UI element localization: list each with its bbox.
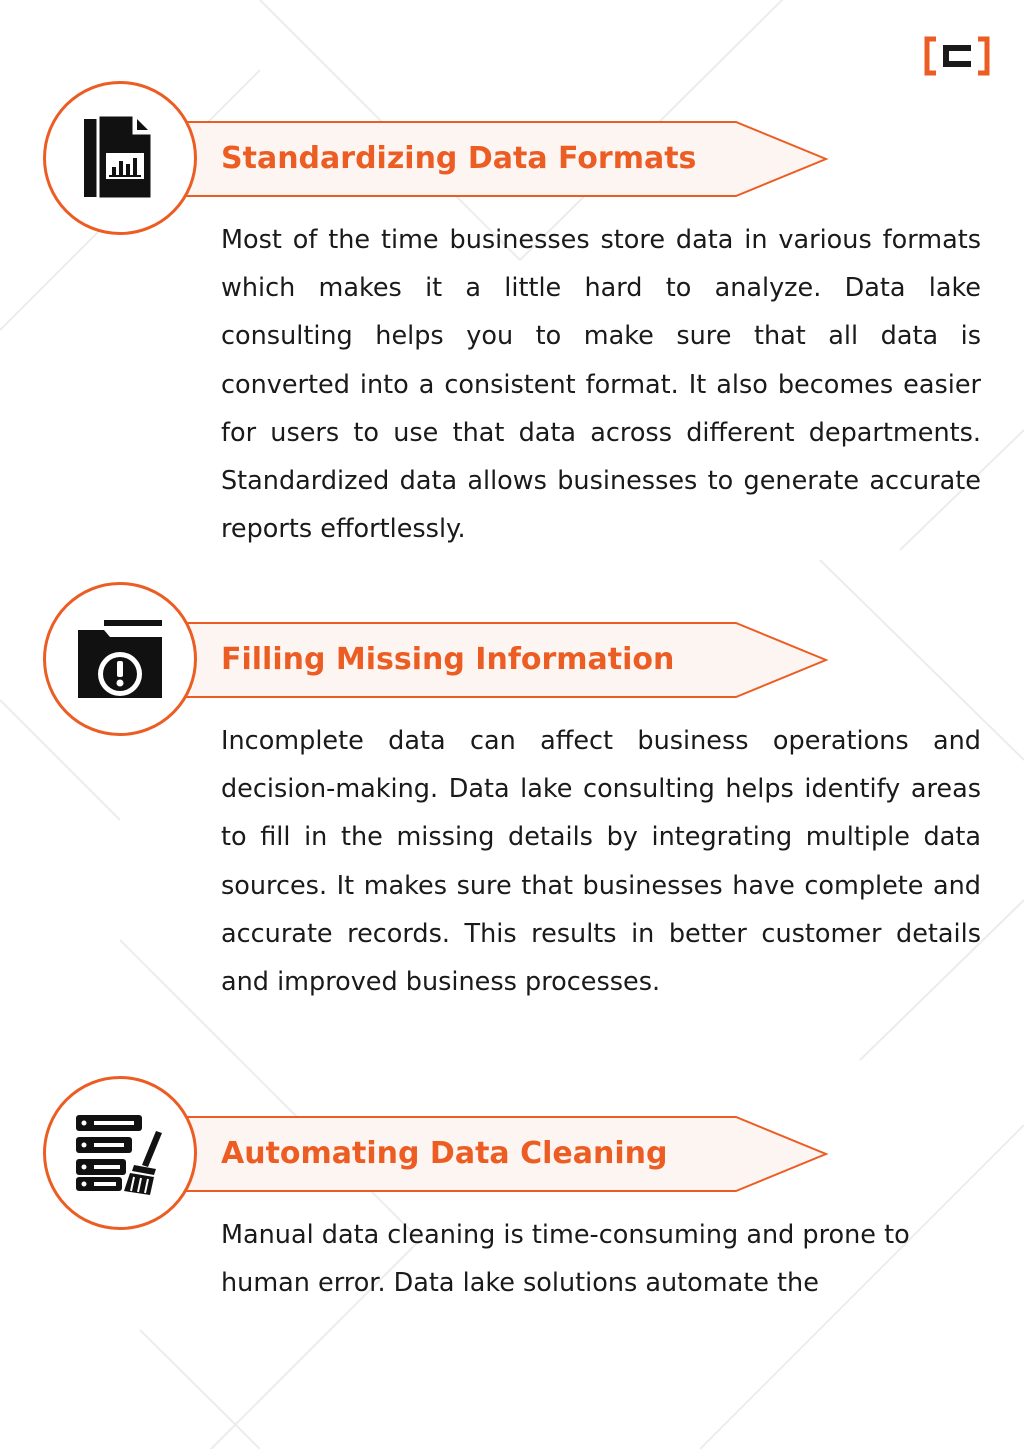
section-body: Incomplete data can affect business operations and decision-making. Data lake consulting helps identify areas to fill in the missing details by integrating multiple data sources. It makes sure that businesses have complete and accurate records. This results in better customer details and improved business processes. — [221, 726, 981, 998]
section-heading: Filling Missing Information — [221, 642, 675, 677]
icon-circle — [43, 81, 197, 235]
section-heading: Standardizing Data Formats — [221, 141, 697, 176]
section-heading: Automating Data Cleaning — [221, 1136, 668, 1171]
server-cleaning-brush-icon — [74, 1111, 166, 1195]
section-body: Manual data cleaning is time-consuming and prone to human error. Data lake solutions automate the — [221, 1220, 910, 1299]
company-logo — [924, 36, 990, 76]
icon-circle — [43, 582, 197, 736]
icon-circle — [43, 1076, 197, 1230]
folder-warning-icon — [74, 616, 166, 702]
document-chart-icon — [80, 113, 160, 203]
section-body: Most of the time businesses store data in various formats which makes it a little hard to analyze. Data lake consulting helps you to make sure that all data is converted into a consistent format. It also becomes easier for users to use that data across different departments. Standardized data allows businesses to generate accurate reports effortlessly. — [221, 225, 981, 545]
